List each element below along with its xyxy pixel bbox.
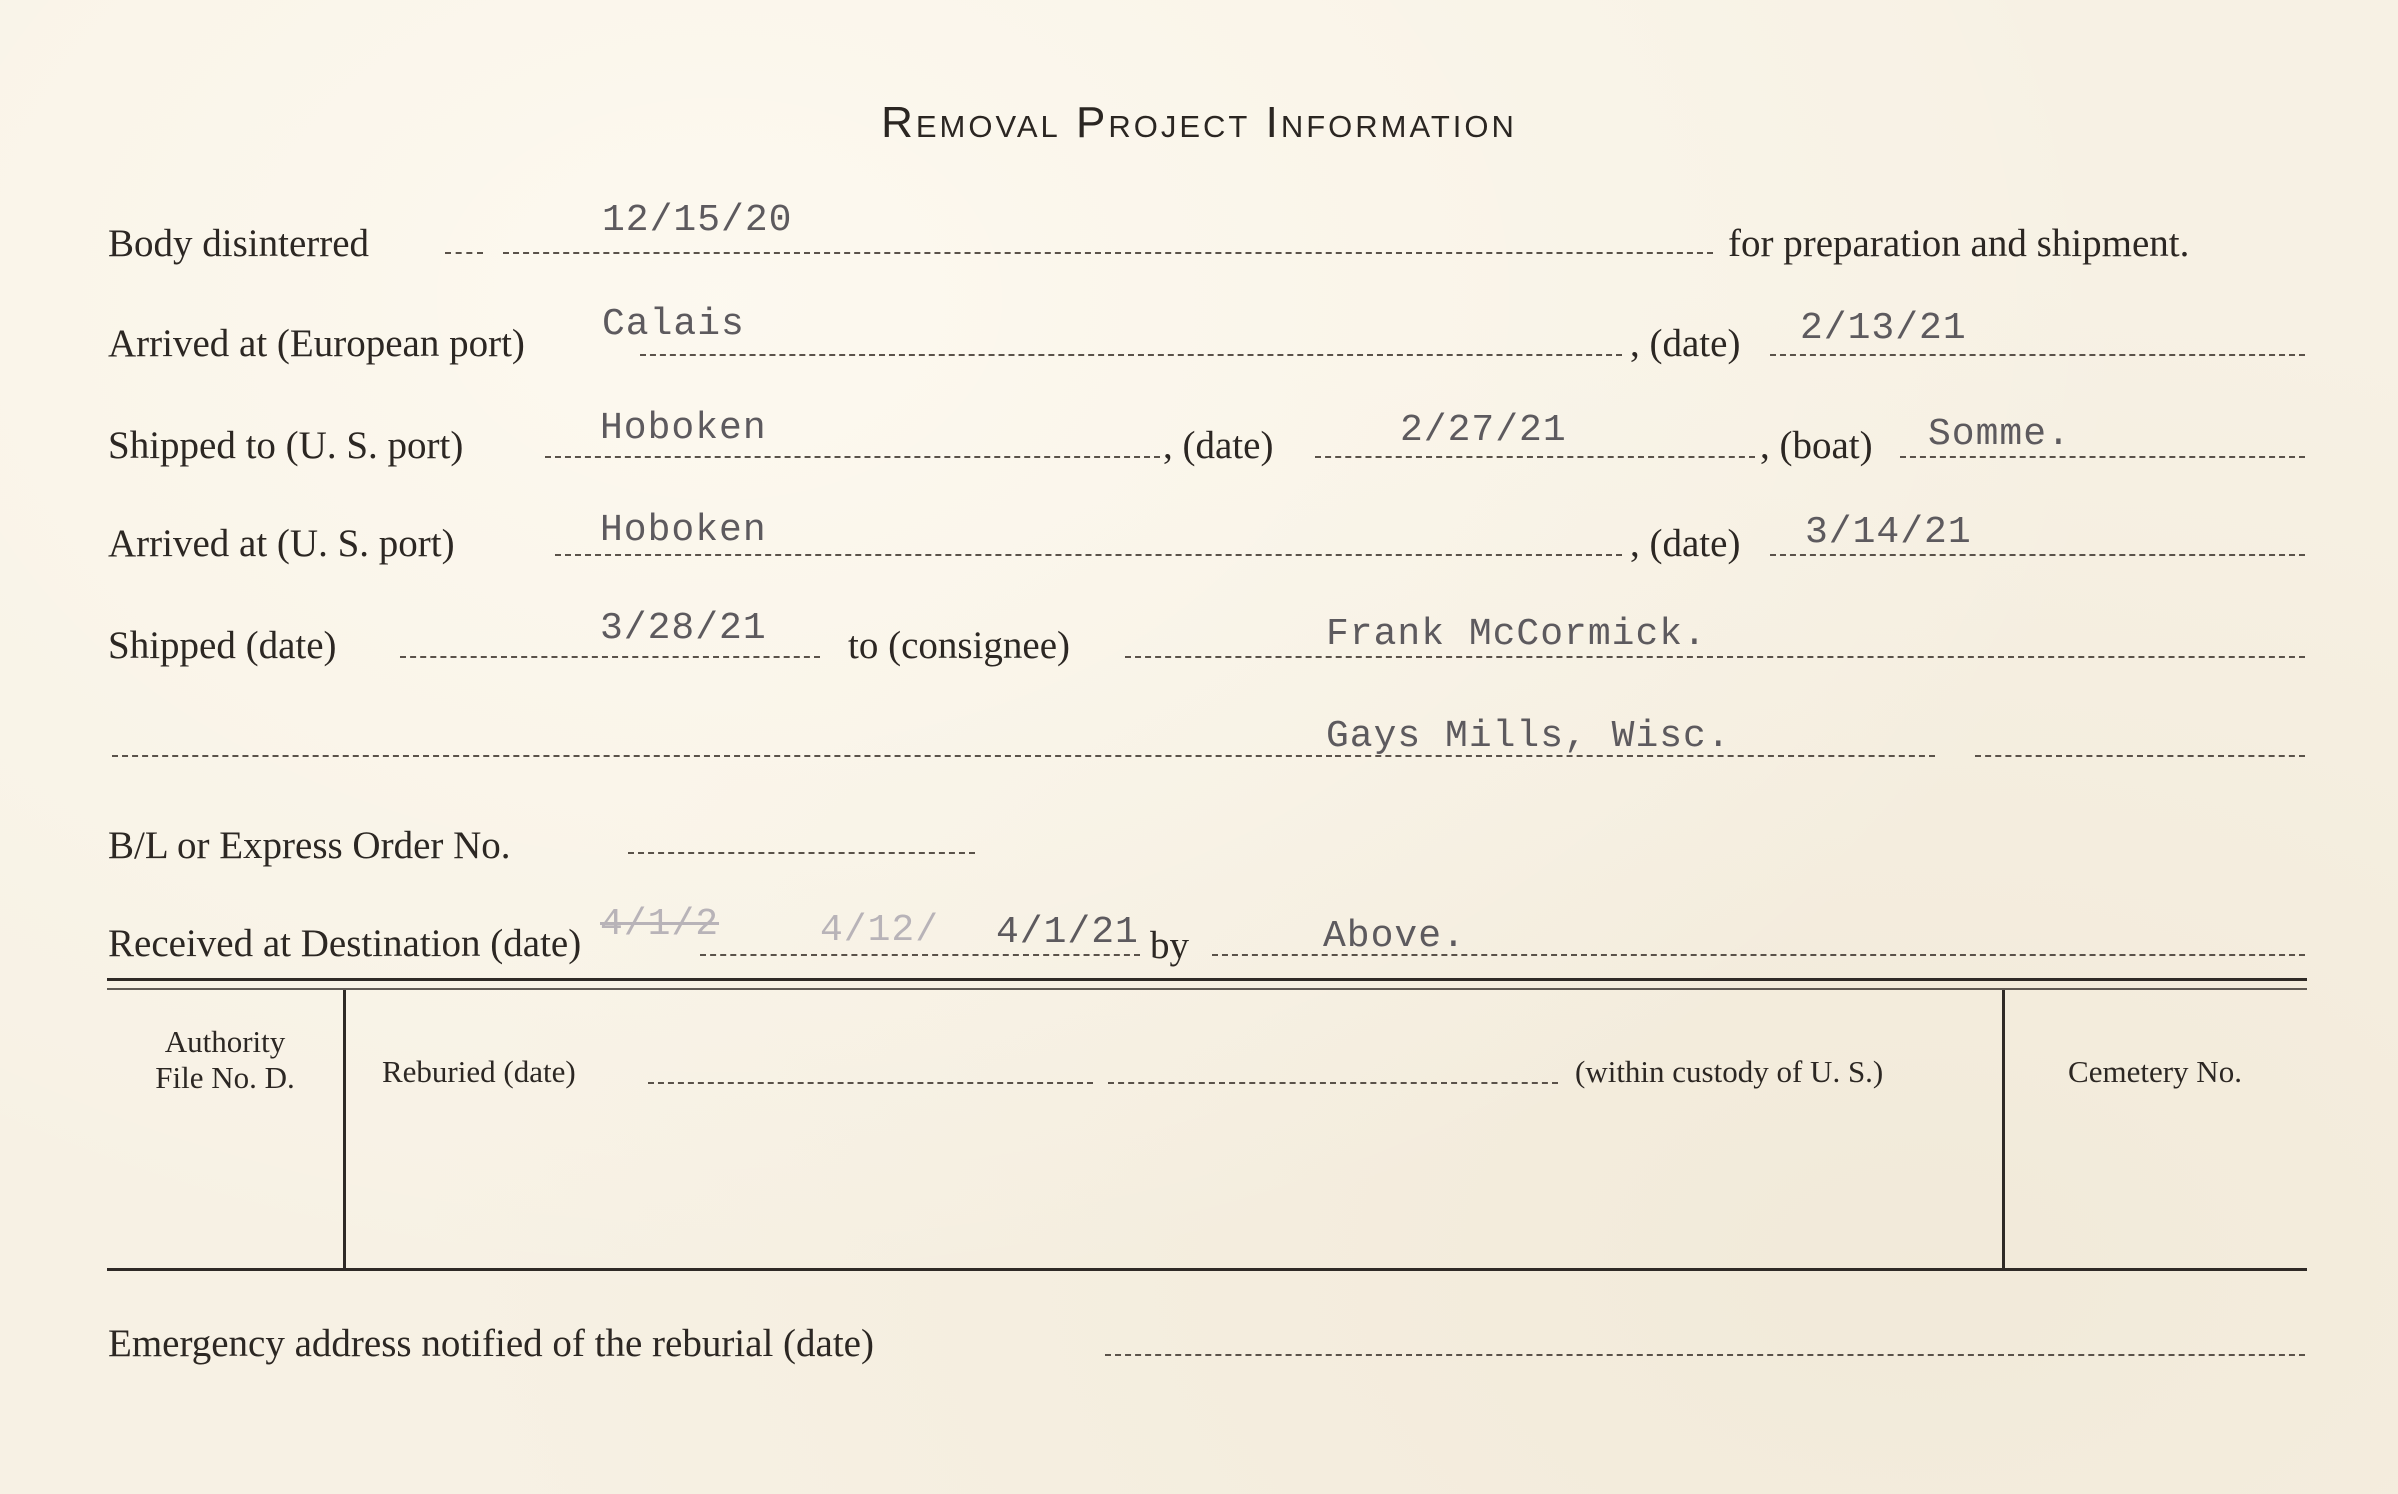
european-date-line [1770,354,2305,356]
table-top-rule-2 [107,988,2307,990]
arrived-us-port-line [555,554,1622,556]
shipped-date-label: , (date) [1163,424,1274,467]
body-disinterred-line-b [503,252,1713,254]
cemetery-no-label: Cemetery No. [2068,1054,2242,1089]
received-by-value: Above. [1323,915,1466,958]
body-disinterred-label: Body disinterred [108,222,370,265]
received-struck-date-2: 4/12/ [820,909,940,952]
shipped-final-date-value: 3/28/21 [600,607,767,650]
table-divider-left [343,990,346,1268]
european-date-value: 2/13/21 [1800,307,1967,350]
consignee-address-line-a [112,755,1332,757]
consignee-label: to (consignee) [848,624,1071,667]
arrived-us-port-label: Arrived at (U. S. port) [108,522,455,565]
reburied-date-label: Reburied (date) [382,1054,576,1089]
shipped-us-port-value: Hoboken [600,407,767,450]
bl-order-line [628,852,975,854]
shipped-us-port-line [545,456,1160,458]
body-disinterred-line-a [445,252,483,254]
emergency-address-label: Emergency address notified of the reburial (date) [108,1322,874,1365]
bl-order-label: B/L or Express Order No. [108,824,511,867]
boat-value: Somme. [1928,413,2071,456]
custody-label: (within custody of U. S.) [1575,1054,1884,1089]
authority-file-label [110,1024,340,1095]
consignee-line [1125,656,2305,658]
boat-label: , (boat) [1760,424,1873,467]
shipped-date-row-label: Shipped (date) [108,624,337,667]
authority-label: Authority [164,1024,286,1059]
arrived-european-port-label: Arrived at (European port) [108,322,525,365]
received-destination-label: Received at Destination (date) [108,922,582,965]
consignee-name-value: Frank McCormick. [1326,613,1707,656]
table-divider-right [2002,990,2005,1268]
consignee-address-line-c [1975,755,2305,757]
received-struck-date-1: 4/1/2 [600,903,720,946]
disinterred-date-value: 12/15/20 [602,199,793,242]
file-no-label: File No. D. [155,1059,295,1095]
reburied-date-line-a [648,1082,1093,1084]
emergency-date-line [1105,1354,2305,1356]
shipped-final-date-line [400,656,820,658]
european-date-label: , (date) [1630,322,1741,365]
arrived-us-date-label: , (date) [1630,522,1741,565]
received-by-label: by [1150,924,1189,967]
card-title: Removal Project Information [881,98,1517,147]
arrived-us-date-line [1770,554,2305,556]
shipped-date-value: 2/27/21 [1400,409,1567,452]
preparation-shipment-label: for preparation and shipment. [1728,222,2190,265]
reburied-date-line-b [1108,1082,1558,1084]
shipped-date-line [1315,456,1755,458]
european-port-value: Calais [602,303,745,346]
arrived-us-date-value: 3/14/21 [1805,511,1972,554]
european-port-line [640,354,1622,356]
table-top-rule-1 [107,978,2307,981]
table-bottom-rule [107,1268,2307,1271]
consignee-address-value: Gays Mills, Wisc. [1326,715,1731,758]
arrived-us-port-value: Hoboken [600,509,767,552]
boat-line [1900,456,2305,458]
received-date-line [700,954,1140,956]
shipped-us-port-label: Shipped to (U. S. port) [108,424,464,467]
received-date-value: 4/1/21 [996,911,1139,954]
